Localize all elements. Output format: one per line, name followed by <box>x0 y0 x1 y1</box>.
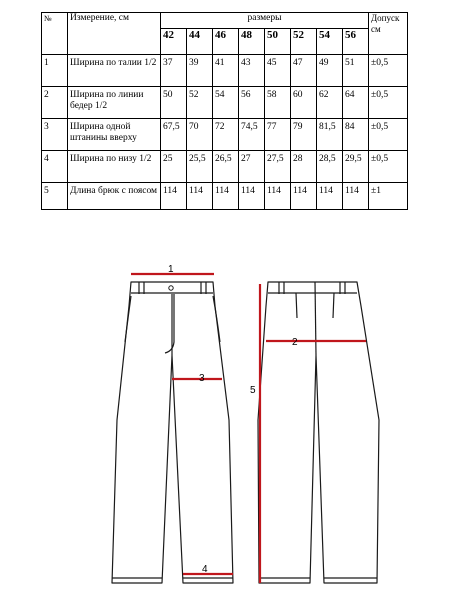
trousers-front-view <box>112 282 233 583</box>
header-number: № <box>42 13 68 55</box>
measure-label-5: 5 <box>250 385 256 396</box>
trousers-back-view <box>258 282 379 583</box>
row-name: Ширина по талии 1/2 <box>68 55 161 87</box>
row-value: 114 <box>317 183 343 210</box>
measure-label-1: 1 <box>168 264 174 275</box>
size-header: 56 <box>343 29 369 55</box>
row-value: 58 <box>265 87 291 119</box>
front-pocket-right <box>213 296 220 342</box>
row-value: 114 <box>213 183 239 210</box>
back-outline <box>258 282 379 583</box>
row-value: 50 <box>161 87 187 119</box>
row-tolerance: ±0,5 <box>369 55 408 87</box>
row-value: 62 <box>317 87 343 119</box>
row-value: 25,5 <box>187 151 213 183</box>
size-header: 42 <box>161 29 187 55</box>
row-value: 114 <box>265 183 291 210</box>
row-value: 47 <box>291 55 317 87</box>
row-number: 1 <box>42 55 68 87</box>
row-value: 37 <box>161 55 187 87</box>
header-tolerance: Допуск см <box>369 13 408 55</box>
row-value: 28 <box>291 151 317 183</box>
fly-stitch <box>165 294 174 353</box>
row-number: 5 <box>42 183 68 210</box>
row-value: 39 <box>187 55 213 87</box>
row-value: 41 <box>213 55 239 87</box>
belt-loop <box>340 282 345 294</box>
row-value: 114 <box>291 183 317 210</box>
row-value: 64 <box>343 87 369 119</box>
row-value: 72 <box>213 119 239 151</box>
size-header: 54 <box>317 29 343 55</box>
size-header: 52 <box>291 29 317 55</box>
header-sizes: размеры <box>161 13 369 29</box>
size-header: 50 <box>265 29 291 55</box>
row-value: 114 <box>239 183 265 210</box>
row-tolerance: ±0,5 <box>369 119 408 151</box>
row-value: 77 <box>265 119 291 151</box>
belt-loop <box>201 282 206 294</box>
row-value: 51 <box>343 55 369 87</box>
row-number: 2 <box>42 87 68 119</box>
row-value: 27,5 <box>265 151 291 183</box>
row-value: 70 <box>187 119 213 151</box>
row-value: 29,5 <box>343 151 369 183</box>
size-header: 44 <box>187 29 213 55</box>
row-value: 79 <box>291 119 317 151</box>
row-tolerance: ±0,5 <box>369 151 408 183</box>
size-header: 48 <box>239 29 265 55</box>
row-value: 114 <box>161 183 187 210</box>
row-value: 27 <box>239 151 265 183</box>
measure-label-2: 2 <box>292 337 298 348</box>
row-value: 60 <box>291 87 317 119</box>
size-header: 46 <box>213 29 239 55</box>
front-pocket-left <box>125 296 131 342</box>
row-tolerance: ±1 <box>369 183 408 210</box>
belt-loop <box>139 282 144 294</box>
measure-label-4: 4 <box>202 564 208 575</box>
header-measurement: Измерение, см <box>68 13 161 55</box>
row-value: 26,5 <box>213 151 239 183</box>
row-name: Ширина одной штанины вверху <box>68 119 161 151</box>
measurement-lines <box>131 274 366 583</box>
row-value: 49 <box>317 55 343 87</box>
row-number: 3 <box>42 119 68 151</box>
row-value: 52 <box>187 87 213 119</box>
row-value: 43 <box>239 55 265 87</box>
back-dart-right <box>333 293 334 318</box>
back-dart-left <box>296 293 297 318</box>
row-value: 56 <box>239 87 265 119</box>
row-name: Ширина по низу 1/2 <box>68 151 161 183</box>
waist-button <box>169 286 173 290</box>
row-value: 28,5 <box>317 151 343 183</box>
row-value: 54 <box>213 87 239 119</box>
measure-label-3: 3 <box>199 373 205 384</box>
row-number: 4 <box>42 151 68 183</box>
row-value: 114 <box>343 183 369 210</box>
row-name: Ширина по линии бедер 1/2 <box>68 87 161 119</box>
belt-loop <box>279 282 284 294</box>
row-value: 74,5 <box>239 119 265 151</box>
row-value: 114 <box>187 183 213 210</box>
row-value: 45 <box>265 55 291 87</box>
row-value: 67,5 <box>161 119 187 151</box>
row-value: 25 <box>161 151 187 183</box>
row-value: 81,5 <box>317 119 343 151</box>
row-name: Длина брюк с поясом <box>68 183 161 210</box>
row-tolerance: ±0,5 <box>369 87 408 119</box>
row-value: 84 <box>343 119 369 151</box>
